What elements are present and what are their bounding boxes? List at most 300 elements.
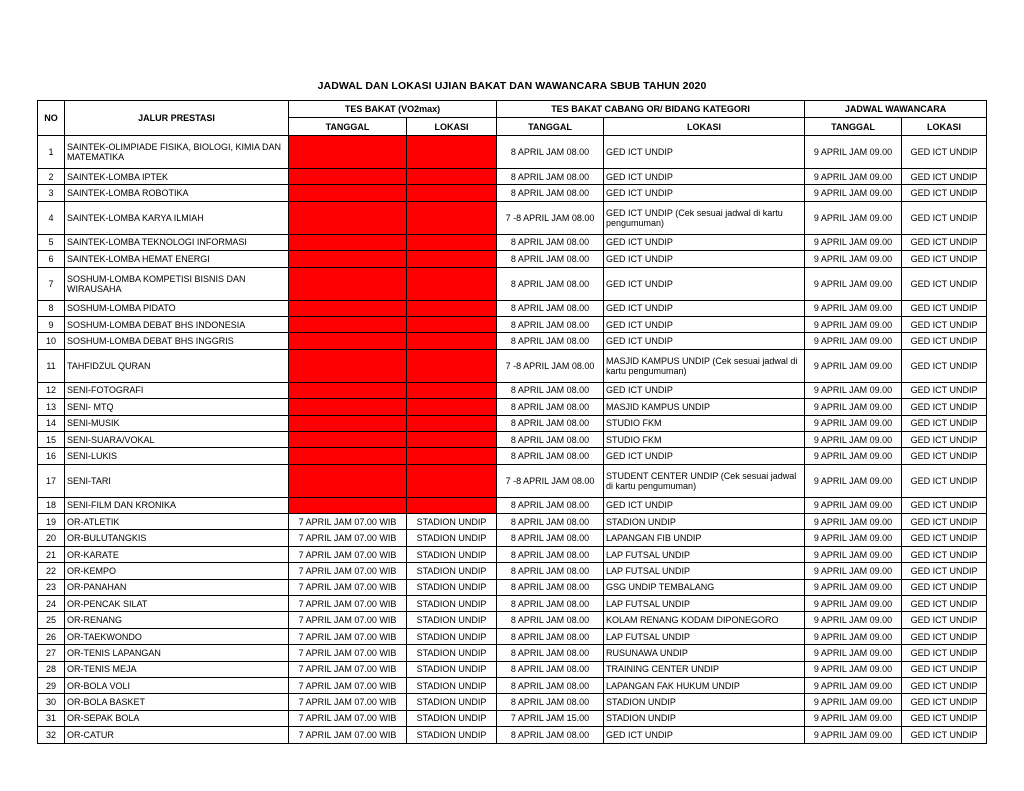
header-wawancara-tanggal: TANGGAL [805, 118, 902, 136]
row-jalur-prestasi: OR-KARATE [65, 546, 289, 562]
row-vo2-lokasi [407, 300, 497, 316]
row-wawancara-lokasi: GED ICT UNDIP [902, 579, 987, 595]
row-number: 11 [38, 349, 65, 382]
header-cabang-lokasi: LOKASI [604, 118, 805, 136]
row-jalur-prestasi: SENI-LUKIS [65, 448, 289, 464]
row-cabang-lokasi: GED ICT UNDIP [604, 448, 805, 464]
row-wawancara-tanggal: 9 APRIL JAM 09.00 [805, 234, 902, 250]
table-row [38, 431, 987, 447]
row-vo2-tanggal [289, 251, 407, 267]
row-wawancara-lokasi: GED ICT UNDIP [902, 612, 987, 628]
row-cabang-tanggal: 8 APRIL JAM 08.00 [497, 579, 604, 595]
row-wawancara-tanggal: 9 APRIL JAM 09.00 [805, 251, 902, 267]
row-cabang-lokasi: GED ICT UNDIP (Cek sesuai jadwal di kartu pengumuman) [604, 201, 805, 234]
row-wawancara-tanggal: 9 APRIL JAM 09.00 [805, 579, 902, 595]
table-row [38, 448, 987, 464]
row-cabang-tanggal: 8 APRIL JAM 08.00 [497, 415, 604, 431]
row-jalur-prestasi: SAINTEK-LOMBA ROBOTIKA [65, 185, 289, 201]
row-wawancara-tanggal: 9 APRIL JAM 09.00 [805, 185, 902, 201]
table-row [38, 497, 987, 513]
table-row [38, 136, 987, 169]
row-wawancara-lokasi: GED ICT UNDIP [902, 694, 987, 710]
row-vo2-tanggal [289, 300, 407, 316]
row-cabang-tanggal: 8 APRIL JAM 08.00 [497, 628, 604, 644]
row-wawancara-tanggal: 9 APRIL JAM 09.00 [805, 333, 902, 349]
row-cabang-tanggal: 8 APRIL JAM 08.00 [497, 300, 604, 316]
table-row [38, 530, 987, 546]
row-wawancara-lokasi: GED ICT UNDIP [902, 710, 987, 726]
row-wawancara-tanggal: 9 APRIL JAM 09.00 [805, 546, 902, 562]
header-wawancara-lokasi: LOKASI [902, 118, 987, 136]
row-vo2-tanggal [289, 415, 407, 431]
row-number: 26 [38, 628, 65, 644]
row-wawancara-tanggal: 9 APRIL JAM 09.00 [805, 710, 902, 726]
row-vo2-tanggal [289, 201, 407, 234]
row-number: 22 [38, 563, 65, 579]
row-vo2-tanggal [289, 349, 407, 382]
row-wawancara-tanggal: 9 APRIL JAM 09.00 [805, 530, 902, 546]
row-cabang-lokasi: GED ICT UNDIP [604, 267, 805, 300]
row-number: 19 [38, 514, 65, 530]
row-wawancara-lokasi: GED ICT UNDIP [902, 415, 987, 431]
row-cabang-tanggal: 8 APRIL JAM 08.00 [497, 399, 604, 415]
row-cabang-lokasi: GED ICT UNDIP [604, 185, 805, 201]
row-wawancara-lokasi: GED ICT UNDIP [902, 497, 987, 513]
row-cabang-lokasi: RUSUNAWA UNDIP [604, 645, 805, 661]
row-cabang-lokasi: GED ICT UNDIP [604, 300, 805, 316]
row-number: 31 [38, 710, 65, 726]
table-row [38, 349, 987, 382]
table-row [38, 546, 987, 562]
table-row [38, 234, 987, 250]
row-wawancara-lokasi: GED ICT UNDIP [902, 316, 987, 332]
table-body [38, 136, 987, 744]
row-vo2-lokasi: STADION UNDIP [407, 579, 497, 595]
row-wawancara-tanggal: 9 APRIL JAM 09.00 [805, 382, 902, 398]
row-vo2-lokasi [407, 382, 497, 398]
row-wawancara-tanggal: 9 APRIL JAM 09.00 [805, 316, 902, 332]
row-wawancara-tanggal: 9 APRIL JAM 09.00 [805, 694, 902, 710]
row-wawancara-lokasi: GED ICT UNDIP [902, 431, 987, 447]
row-cabang-tanggal: 8 APRIL JAM 08.00 [497, 382, 604, 398]
row-jalur-prestasi: SOSHUM-LOMBA PIDATO [65, 300, 289, 316]
table-row [38, 579, 987, 595]
table-row [38, 694, 987, 710]
row-vo2-lokasi [407, 169, 497, 185]
row-cabang-lokasi: GED ICT UNDIP [604, 169, 805, 185]
row-cabang-tanggal: 8 APRIL JAM 08.00 [497, 185, 604, 201]
row-vo2-lokasi: STADION UNDIP [407, 612, 497, 628]
row-cabang-lokasi: LAPANGAN FAK HUKUM UNDIP [604, 677, 805, 693]
row-jalur-prestasi: OR-CATUR [65, 727, 289, 743]
row-cabang-lokasi: LAP FUTSAL UNDIP [604, 628, 805, 644]
row-cabang-lokasi: MASJID KAMPUS UNDIP [604, 399, 805, 415]
row-wawancara-lokasi: GED ICT UNDIP [902, 399, 987, 415]
row-cabang-lokasi: GED ICT UNDIP [604, 382, 805, 398]
header-vo2-lokasi: LOKASI [407, 118, 497, 136]
row-cabang-tanggal: 8 APRIL JAM 08.00 [497, 448, 604, 464]
row-wawancara-lokasi: GED ICT UNDIP [902, 333, 987, 349]
row-vo2-lokasi: STADION UNDIP [407, 628, 497, 644]
row-wawancara-tanggal: 9 APRIL JAM 09.00 [805, 464, 902, 497]
row-cabang-tanggal: 8 APRIL JAM 08.00 [497, 333, 604, 349]
row-wawancara-lokasi: GED ICT UNDIP [902, 382, 987, 398]
row-jalur-prestasi: OR-TENIS MEJA [65, 661, 289, 677]
row-cabang-tanggal: 8 APRIL JAM 08.00 [497, 612, 604, 628]
row-cabang-lokasi: STUDIO FKM [604, 415, 805, 431]
row-vo2-lokasi: STADION UNDIP [407, 530, 497, 546]
row-vo2-tanggal [289, 382, 407, 398]
row-wawancara-tanggal: 9 APRIL JAM 09.00 [805, 431, 902, 447]
row-vo2-tanggal: 7 APRIL JAM 07.00 WIB [289, 530, 407, 546]
row-number: 13 [38, 399, 65, 415]
table-row [38, 727, 987, 743]
row-wawancara-lokasi: GED ICT UNDIP [902, 563, 987, 579]
row-wawancara-tanggal: 9 APRIL JAM 09.00 [805, 349, 902, 382]
row-cabang-tanggal: 7 -8 APRIL JAM 08.00 [497, 349, 604, 382]
row-number: 20 [38, 530, 65, 546]
row-cabang-lokasi: LAP FUTSAL UNDIP [604, 546, 805, 562]
row-cabang-tanggal: 8 APRIL JAM 08.00 [497, 645, 604, 661]
row-jalur-prestasi: OR-RENANG [65, 612, 289, 628]
row-wawancara-tanggal: 9 APRIL JAM 09.00 [805, 300, 902, 316]
table-row [38, 333, 987, 349]
row-wawancara-tanggal: 9 APRIL JAM 09.00 [805, 677, 902, 693]
table-row [38, 316, 987, 332]
row-number: 9 [38, 316, 65, 332]
row-cabang-lokasi: GED ICT UNDIP [604, 316, 805, 332]
row-vo2-lokasi [407, 201, 497, 234]
row-number: 30 [38, 694, 65, 710]
table-row [38, 596, 987, 612]
row-jalur-prestasi: TAHFIDZUL QURAN [65, 349, 289, 382]
row-cabang-lokasi: GSG UNDIP TEMBALANG [604, 579, 805, 595]
document-title: JADWAL DAN LOKASI UJIAN BAKAT DAN WAWANCARA SBUB TAHUN 2020 [317, 80, 707, 92]
row-wawancara-tanggal: 9 APRIL JAM 09.00 [805, 661, 902, 677]
row-wawancara-tanggal: 9 APRIL JAM 09.00 [805, 399, 902, 415]
row-cabang-lokasi: STADION UNDIP [604, 694, 805, 710]
table-row [38, 415, 987, 431]
table-row [38, 514, 987, 530]
row-jalur-prestasi: OR-BOLA VOLI [65, 677, 289, 693]
header-jalur-prestasi: JALUR PRESTASI [65, 101, 289, 136]
row-vo2-lokasi [407, 185, 497, 201]
row-wawancara-lokasi: GED ICT UNDIP [902, 546, 987, 562]
row-vo2-tanggal: 7 APRIL JAM 07.00 WIB [289, 694, 407, 710]
row-vo2-lokasi: STADION UNDIP [407, 710, 497, 726]
row-jalur-prestasi: SENI-FOTOGRAFI [65, 382, 289, 398]
row-number: 24 [38, 596, 65, 612]
row-wawancara-lokasi: GED ICT UNDIP [902, 251, 987, 267]
row-number: 3 [38, 185, 65, 201]
row-cabang-tanggal: 8 APRIL JAM 08.00 [497, 661, 604, 677]
row-wawancara-lokasi: GED ICT UNDIP [902, 677, 987, 693]
row-number: 10 [38, 333, 65, 349]
row-vo2-tanggal: 7 APRIL JAM 07.00 WIB [289, 677, 407, 693]
row-vo2-lokasi [407, 251, 497, 267]
row-vo2-tanggal [289, 169, 407, 185]
row-cabang-lokasi: KOLAM RENANG KODAM DIPONEGORO [604, 612, 805, 628]
header-cabang-tanggal: TANGGAL [497, 118, 604, 136]
schedule-table [37, 100, 987, 744]
table-row [38, 399, 987, 415]
row-wawancara-lokasi: GED ICT UNDIP [902, 349, 987, 382]
row-cabang-lokasi: GED ICT UNDIP [604, 234, 805, 250]
table-row [38, 628, 987, 644]
row-cabang-lokasi: GED ICT UNDIP [604, 136, 805, 169]
row-cabang-tanggal: 8 APRIL JAM 08.00 [497, 431, 604, 447]
row-cabang-tanggal: 8 APRIL JAM 08.00 [497, 234, 604, 250]
row-wawancara-lokasi: GED ICT UNDIP [902, 300, 987, 316]
table-row [38, 169, 987, 185]
row-wawancara-lokasi: GED ICT UNDIP [902, 727, 987, 743]
table-row [38, 645, 987, 661]
row-cabang-tanggal: 8 APRIL JAM 08.00 [497, 316, 604, 332]
row-vo2-lokasi [407, 316, 497, 332]
row-vo2-tanggal [289, 185, 407, 201]
row-vo2-lokasi [407, 431, 497, 447]
row-number: 5 [38, 234, 65, 250]
row-vo2-tanggal: 7 APRIL JAM 07.00 WIB [289, 546, 407, 562]
row-wawancara-tanggal: 9 APRIL JAM 09.00 [805, 563, 902, 579]
row-vo2-tanggal [289, 136, 407, 169]
row-vo2-lokasi: STADION UNDIP [407, 514, 497, 530]
row-number: 7 [38, 267, 65, 300]
row-vo2-lokasi: STADION UNDIP [407, 677, 497, 693]
row-wawancara-lokasi: GED ICT UNDIP [902, 201, 987, 234]
table-row [38, 251, 987, 267]
row-cabang-lokasi: STUDENT CENTER UNDIP (Cek sesuai jadwal di kartu pengumuman) [604, 464, 805, 497]
row-cabang-tanggal: 8 APRIL JAM 08.00 [497, 677, 604, 693]
row-wawancara-lokasi: GED ICT UNDIP [902, 628, 987, 644]
row-jalur-prestasi: OR-SEPAK BOLA [65, 710, 289, 726]
row-wawancara-lokasi: GED ICT UNDIP [902, 464, 987, 497]
row-wawancara-lokasi: GED ICT UNDIP [902, 645, 987, 661]
row-jalur-prestasi: OR-TAEKWONDO [65, 628, 289, 644]
row-jalur-prestasi: OR-ATLETIK [65, 514, 289, 530]
row-vo2-tanggal: 7 APRIL JAM 07.00 WIB [289, 563, 407, 579]
table-row [38, 201, 987, 234]
row-number: 21 [38, 546, 65, 562]
row-jalur-prestasi: SENI-MUSIK [65, 415, 289, 431]
row-number: 12 [38, 382, 65, 398]
row-jalur-prestasi: SENI- MTQ [65, 399, 289, 415]
row-wawancara-lokasi: GED ICT UNDIP [902, 267, 987, 300]
row-jalur-prestasi: SENI-SUARA/VOKAL [65, 431, 289, 447]
row-cabang-tanggal: 8 APRIL JAM 08.00 [497, 530, 604, 546]
table-row [38, 563, 987, 579]
row-cabang-lokasi: LAP FUTSAL UNDIP [604, 596, 805, 612]
row-number: 27 [38, 645, 65, 661]
row-vo2-tanggal: 7 APRIL JAM 07.00 WIB [289, 612, 407, 628]
row-jalur-prestasi: SOSHUM-LOMBA KOMPETISI BISNIS DAN WIRAUSAHA [65, 267, 289, 300]
row-vo2-lokasi [407, 349, 497, 382]
row-cabang-tanggal: 8 APRIL JAM 08.00 [497, 251, 604, 267]
row-wawancara-lokasi: GED ICT UNDIP [902, 661, 987, 677]
row-vo2-lokasi [407, 399, 497, 415]
row-wawancara-lokasi: GED ICT UNDIP [902, 185, 987, 201]
table-row [38, 710, 987, 726]
row-vo2-tanggal: 7 APRIL JAM 07.00 WIB [289, 645, 407, 661]
row-vo2-lokasi: STADION UNDIP [407, 661, 497, 677]
row-cabang-tanggal: 8 APRIL JAM 08.00 [497, 514, 604, 530]
row-vo2-lokasi [407, 333, 497, 349]
row-cabang-lokasi: GED ICT UNDIP [604, 251, 805, 267]
row-vo2-tanggal: 7 APRIL JAM 07.00 WIB [289, 579, 407, 595]
row-vo2-tanggal: 7 APRIL JAM 07.00 WIB [289, 661, 407, 677]
row-jalur-prestasi: SOSHUM-LOMBA DEBAT BHS INDONESIA [65, 316, 289, 332]
row-cabang-tanggal: 7 -8 APRIL JAM 08.00 [497, 464, 604, 497]
row-cabang-tanggal: 7 -8 APRIL JAM 08.00 [497, 201, 604, 234]
row-jalur-prestasi: SENI-FILM DAN KRONIKA [65, 497, 289, 513]
row-wawancara-lokasi: GED ICT UNDIP [902, 596, 987, 612]
row-cabang-lokasi: MASJID KAMPUS UNDIP (Cek sesuai jadwal di kartu pengumuman) [604, 349, 805, 382]
row-cabang-lokasi: STUDIO FKM [604, 431, 805, 447]
table-row [38, 677, 987, 693]
row-number: 4 [38, 201, 65, 234]
row-cabang-tanggal: 8 APRIL JAM 08.00 [497, 546, 604, 562]
row-jalur-prestasi: SAINTEK-LOMBA TEKNOLOGI INFORMASI [65, 234, 289, 250]
row-number: 17 [38, 464, 65, 497]
row-cabang-lokasi: GED ICT UNDIP [604, 497, 805, 513]
row-vo2-tanggal: 7 APRIL JAM 07.00 WIB [289, 596, 407, 612]
row-wawancara-tanggal: 9 APRIL JAM 09.00 [805, 201, 902, 234]
table-row [38, 185, 987, 201]
row-vo2-tanggal: 7 APRIL JAM 07.00 WIB [289, 710, 407, 726]
header-tes-cabang: TES BAKAT CABANG OR/ BIDANG KATEGORI [497, 101, 805, 118]
row-vo2-lokasi [407, 448, 497, 464]
row-jalur-prestasi: SENI-TARI [65, 464, 289, 497]
row-cabang-tanggal: 8 APRIL JAM 08.00 [497, 497, 604, 513]
row-cabang-lokasi: STADION UNDIP [604, 710, 805, 726]
row-number: 32 [38, 727, 65, 743]
row-wawancara-lokasi: GED ICT UNDIP [902, 169, 987, 185]
row-wawancara-lokasi: GED ICT UNDIP [902, 234, 987, 250]
row-cabang-lokasi: LAP FUTSAL UNDIP [604, 563, 805, 579]
row-vo2-lokasi [407, 267, 497, 300]
row-cabang-lokasi: TRAINING CENTER UNDIP [604, 661, 805, 677]
row-vo2-lokasi: STADION UNDIP [407, 596, 497, 612]
row-number: 15 [38, 431, 65, 447]
row-vo2-lokasi: STADION UNDIP [407, 546, 497, 562]
row-vo2-tanggal: 7 APRIL JAM 07.00 WIB [289, 727, 407, 743]
row-jalur-prestasi: OR-TENIS LAPANGAN [65, 645, 289, 661]
row-wawancara-tanggal: 9 APRIL JAM 09.00 [805, 628, 902, 644]
row-vo2-tanggal [289, 333, 407, 349]
table-row [38, 464, 987, 497]
row-number: 8 [38, 300, 65, 316]
row-number: 18 [38, 497, 65, 513]
row-wawancara-lokasi: GED ICT UNDIP [902, 136, 987, 169]
row-wawancara-tanggal: 9 APRIL JAM 09.00 [805, 727, 902, 743]
row-number: 29 [38, 677, 65, 693]
row-cabang-tanggal: 8 APRIL JAM 08.00 [497, 563, 604, 579]
row-wawancara-tanggal: 9 APRIL JAM 09.00 [805, 267, 902, 300]
table-row [38, 300, 987, 316]
row-number: 28 [38, 661, 65, 677]
row-cabang-lokasi: STADION UNDIP [604, 514, 805, 530]
table-row [38, 661, 987, 677]
row-vo2-lokasi [407, 234, 497, 250]
row-jalur-prestasi: OR-PENCAK SILAT [65, 596, 289, 612]
row-vo2-tanggal [289, 431, 407, 447]
row-vo2-lokasi: STADION UNDIP [407, 563, 497, 579]
row-wawancara-tanggal: 9 APRIL JAM 09.00 [805, 596, 902, 612]
row-wawancara-tanggal: 9 APRIL JAM 09.00 [805, 645, 902, 661]
row-vo2-lokasi: STADION UNDIP [407, 645, 497, 661]
row-cabang-tanggal: 8 APRIL JAM 08.00 [497, 596, 604, 612]
row-vo2-tanggal [289, 267, 407, 300]
header-tes-bakat: TES BAKAT (VO2max) [289, 101, 497, 118]
row-number: 2 [38, 169, 65, 185]
row-number: 23 [38, 579, 65, 595]
table-row [38, 267, 987, 300]
row-jalur-prestasi: SAINTEK-OLIMPIADE FISIKA, BIOLOGI, KIMIA DAN MATEMATIKA [65, 136, 289, 169]
header-no: NO [38, 101, 65, 136]
row-vo2-tanggal [289, 399, 407, 415]
row-number: 25 [38, 612, 65, 628]
row-wawancara-lokasi: GED ICT UNDIP [902, 514, 987, 530]
row-jalur-prestasi: SAINTEK-LOMBA KARYA ILMIAH [65, 201, 289, 234]
header-vo2-tanggal: TANGGAL [289, 118, 407, 136]
row-jalur-prestasi: OR-KEMPO [65, 563, 289, 579]
row-cabang-lokasi: GED ICT UNDIP [604, 333, 805, 349]
row-vo2-lokasi: STADION UNDIP [407, 727, 497, 743]
row-vo2-tanggal [289, 448, 407, 464]
row-wawancara-tanggal: 9 APRIL JAM 09.00 [805, 612, 902, 628]
row-jalur-prestasi: OR-PANAHAN [65, 579, 289, 595]
row-wawancara-tanggal: 9 APRIL JAM 09.00 [805, 514, 902, 530]
row-number: 1 [38, 136, 65, 169]
row-cabang-tanggal: 8 APRIL JAM 08.00 [497, 727, 604, 743]
row-cabang-tanggal: 8 APRIL JAM 08.00 [497, 136, 604, 169]
row-vo2-tanggal [289, 497, 407, 513]
row-vo2-lokasi: STADION UNDIP [407, 694, 497, 710]
row-vo2-tanggal [289, 316, 407, 332]
row-jalur-prestasi: OR-BOLA BASKET [65, 694, 289, 710]
row-number: 6 [38, 251, 65, 267]
row-vo2-tanggal [289, 234, 407, 250]
row-jalur-prestasi: SAINTEK-LOMBA HEMAT ENERGI [65, 251, 289, 267]
row-vo2-lokasi [407, 464, 497, 497]
row-vo2-tanggal: 7 APRIL JAM 07.00 WIB [289, 514, 407, 530]
table-row [38, 612, 987, 628]
row-vo2-lokasi [407, 136, 497, 169]
row-number: 14 [38, 415, 65, 431]
row-wawancara-lokasi: GED ICT UNDIP [902, 530, 987, 546]
row-wawancara-lokasi: GED ICT UNDIP [902, 448, 987, 464]
row-vo2-tanggal: 7 APRIL JAM 07.00 WIB [289, 628, 407, 644]
row-cabang-tanggal: 8 APRIL JAM 08.00 [497, 694, 604, 710]
row-number: 16 [38, 448, 65, 464]
row-cabang-lokasi: GED ICT UNDIP [604, 727, 805, 743]
row-wawancara-tanggal: 9 APRIL JAM 09.00 [805, 169, 902, 185]
row-cabang-tanggal: 8 APRIL JAM 08.00 [497, 169, 604, 185]
row-cabang-tanggal: 8 APRIL JAM 08.00 [497, 267, 604, 300]
row-wawancara-tanggal: 9 APRIL JAM 09.00 [805, 448, 902, 464]
row-wawancara-tanggal: 9 APRIL JAM 09.00 [805, 415, 902, 431]
row-jalur-prestasi: OR-BULUTANGKIS [65, 530, 289, 546]
row-vo2-tanggal [289, 464, 407, 497]
row-jalur-prestasi: SOSHUM-LOMBA DEBAT BHS INGGRIS [65, 333, 289, 349]
row-jalur-prestasi: SAINTEK-LOMBA IPTEK [65, 169, 289, 185]
row-cabang-tanggal: 7 APRIL JAM 15.00 [497, 710, 604, 726]
row-vo2-lokasi [407, 415, 497, 431]
table-header [38, 101, 987, 136]
header-wawancara: JADWAL WAWANCARA [805, 101, 987, 118]
row-vo2-lokasi [407, 497, 497, 513]
row-cabang-lokasi: LAPANGAN FIB UNDIP [604, 530, 805, 546]
